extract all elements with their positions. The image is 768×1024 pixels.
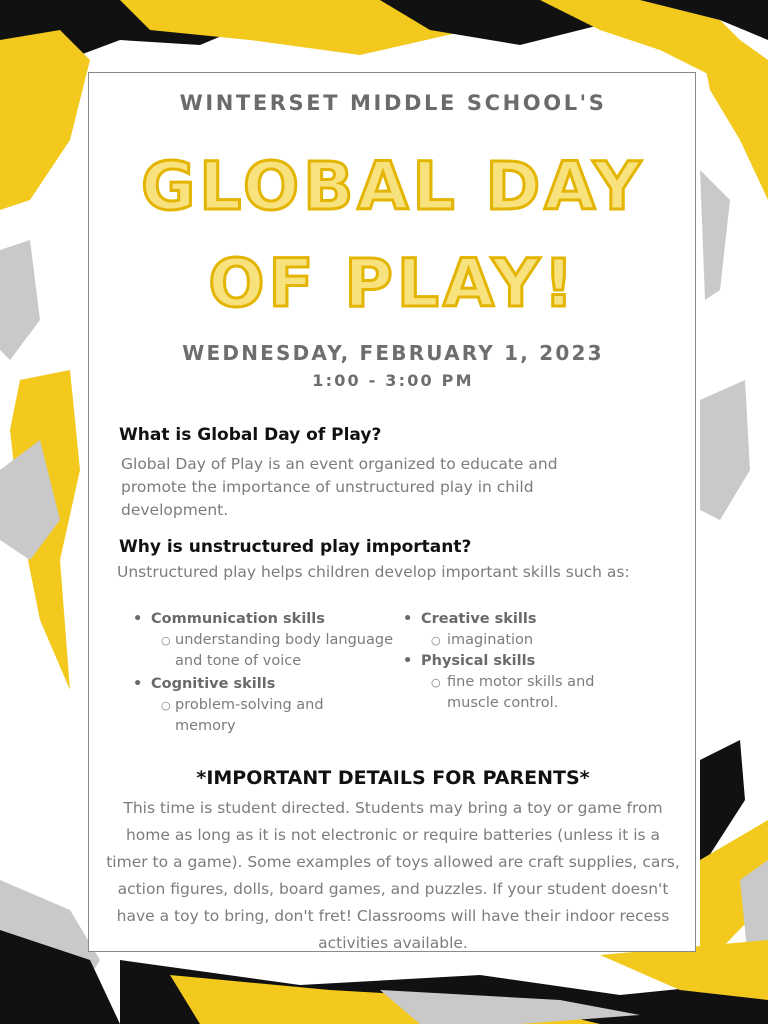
skills-list-right: [403, 609, 643, 714]
list-item: ○ understanding body language and tone of voice: [161, 632, 393, 669]
school-name: WINTERSET MIDDLE SCHOOL'S: [179, 91, 607, 115]
list-item: • Physical skills: [403, 653, 536, 669]
list-item: • Creative skills: [403, 611, 537, 627]
event-time: 1:00 - 3:00 PM: [312, 371, 474, 390]
parents-body: This time is student directed. Students may bring a toy or game from home as long as it is not electronic or require batteries (unless it is a timer to a game). Some examples of toys allowed are craft supplies, cars, action figures, dolls, board games, and puzzles. If your student doesn't have a toy to bring, don't fret! Classrooms will have their indoor recess activities available.: [106, 799, 680, 952]
list-item: • Cognitive skills: [133, 676, 276, 692]
list-item: ○ imagination: [431, 632, 534, 648]
event-title-line2: OF PLAY!: [208, 245, 578, 322]
list-item: ○ problem-solving and memory: [161, 697, 324, 734]
event-title-line1: GLOBAL DAY: [141, 148, 645, 225]
section1-body: Global Day of Play is an event organized to educate and promote the importance of unstructured play in child development.: [121, 455, 558, 519]
section1-heading: What is Global Day of Play?: [119, 425, 382, 445]
event-date: WEDNESDAY, FEBRUARY 1, 2023: [182, 341, 604, 365]
list-item: ○ fine motor skills and muscle control.: [431, 674, 595, 711]
section2-heading: Why is unstructured play important?: [119, 537, 472, 557]
section2-body: Unstructured play helps children develop important skills such as:: [117, 563, 630, 581]
list-item: • Communication skills: [133, 611, 325, 627]
parents-heading: *IMPORTANT DETAILS FOR PARENTS*: [196, 767, 590, 789]
skills-list-left: [133, 609, 403, 737]
flyer-card: [88, 72, 696, 952]
